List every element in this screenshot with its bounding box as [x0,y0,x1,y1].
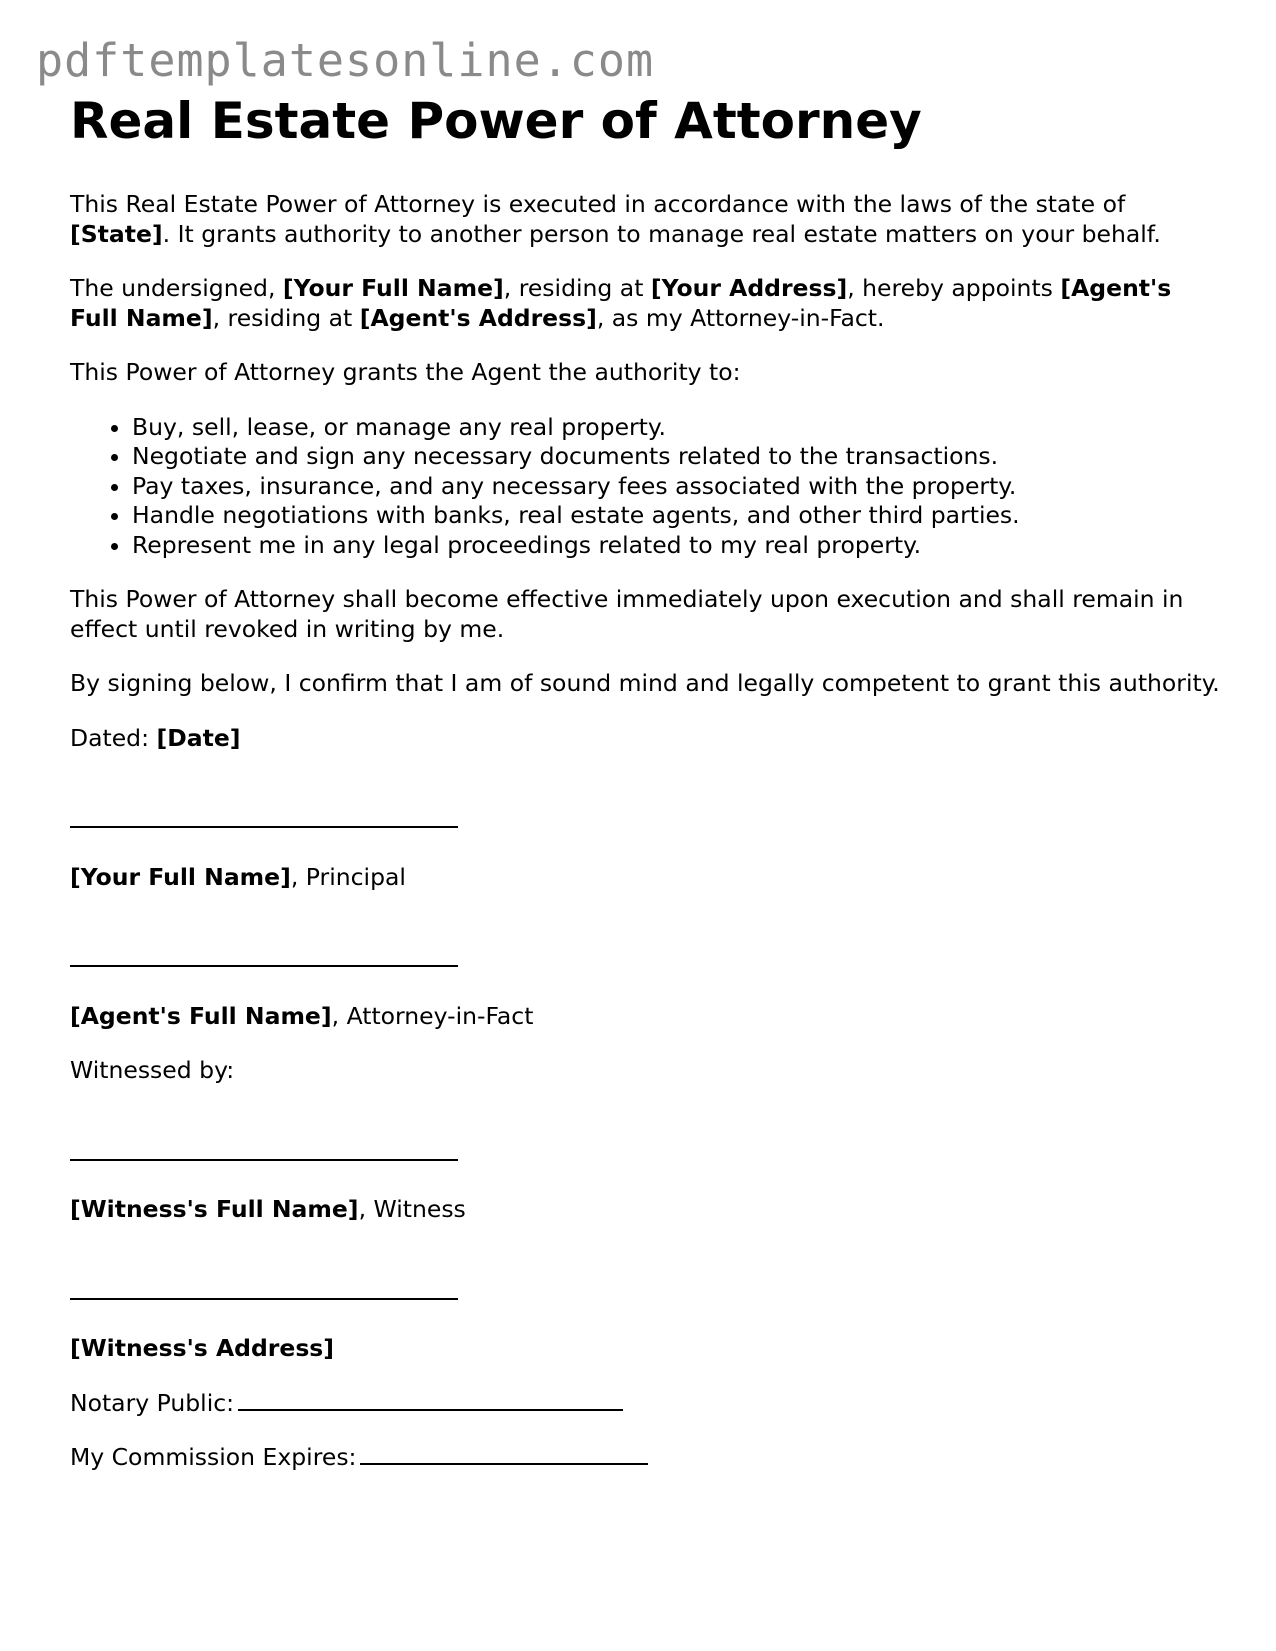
principal-name-placeholder: [Your Full Name] [70,862,291,891]
intro-paragraph [70,190,1220,249]
notary-signature-line[interactable] [238,1409,623,1411]
effective-paragraph: This Power of Attorney shall become effective immediately upon execution and shall remain in effect until revoked in writing by me. [70,585,1184,643]
commission-label: My Commission Expires: [70,1443,357,1471]
appointment-text-2: , residing at [503,274,651,302]
witness-name-placeholder: [Witness's Full Name] [70,1195,359,1223]
witness-signature-line-row [70,1139,1220,1169]
your-name-placeholder: [Your Full Name] [282,274,504,302]
intro-text-post: . It grants authority to another person to manage real estate matters on your behalf. [162,219,1161,248]
witness-signature-line[interactable] [70,1159,458,1161]
list-item: • Pay taxes, insurance, and any necessary fees associated with the property. [132,472,1220,502]
witness-address-label [70,1334,1220,1364]
agent-address-placeholder: [Agent's Address] [359,303,597,332]
principal-signature-line[interactable] [70,826,458,828]
witness-signature-label [70,1195,1220,1225]
grants-intro: This Power of Attorney grants the Agent the authority to: [70,358,741,386]
appointment-text-4: , residing at [212,303,360,332]
list-item: • Represent me in any legal proceedings related to my real property. [132,531,1220,561]
date-placeholder: [Date] [156,723,241,752]
witness-role: , Witness [358,1195,466,1223]
notary-label: Notary Public: [70,1388,235,1417]
confirmation-paragraph: By signing below, I confirm that I am of sound mind and legally competent to grant this authority. [70,669,1220,697]
agent-signature-name-placeholder: [Agent's Full Name] [70,1001,332,1030]
appointment-text-5: , as my Attorney-in-Fact. [596,303,885,332]
principal-signature-line-row [70,806,1220,836]
your-address-placeholder: [Your Address] [650,274,848,302]
commission-expiry-line[interactable] [360,1463,648,1465]
watermark: pdftemplatesonline.com [36,34,655,87]
document-title: Real Estate Power of Attorney [70,92,922,150]
agent-signature-line-row [70,945,1220,975]
appointment-paragraph [70,274,1220,333]
list-item: • Handle negotiations with banks, real estate agents, and other third parties. [132,501,1220,531]
powers-list [70,413,1220,561]
notary-row [70,1389,1220,1419]
document-body [70,88,1220,1473]
agent-signature-line[interactable] [70,965,458,967]
appointment-text-3: , hereby appoints [847,274,1061,302]
agent-name-placeholder: [Agent's Full Name] [70,274,1172,332]
agent-role: , Attorney-in-Fact [331,1001,534,1030]
list-item: • Negotiate and sign any necessary documents related to the transactions. [132,442,1220,472]
witness-address-placeholder: [Witness's Address] [70,1334,335,1362]
principal-signature-label [70,863,1220,893]
witness-address-line-row [70,1278,1220,1308]
list-item: • Buy, sell, lease, or manage any real property. [132,413,1220,443]
dated-line [70,724,1220,754]
dated-label: Dated: [70,723,157,752]
agent-signature-label [70,1002,1220,1032]
appointment-text-1: The undersigned, [70,274,283,302]
commission-row [70,1443,1220,1473]
witness-address-line[interactable] [70,1298,458,1300]
principal-role: , Principal [290,862,406,891]
intro-text-pre: This Real Estate Power of Attorney is executed in accordance with the laws of the state of [70,190,1126,218]
witnessed-by-label: Witnessed by: [70,1056,235,1084]
state-placeholder: [State] [70,219,163,248]
